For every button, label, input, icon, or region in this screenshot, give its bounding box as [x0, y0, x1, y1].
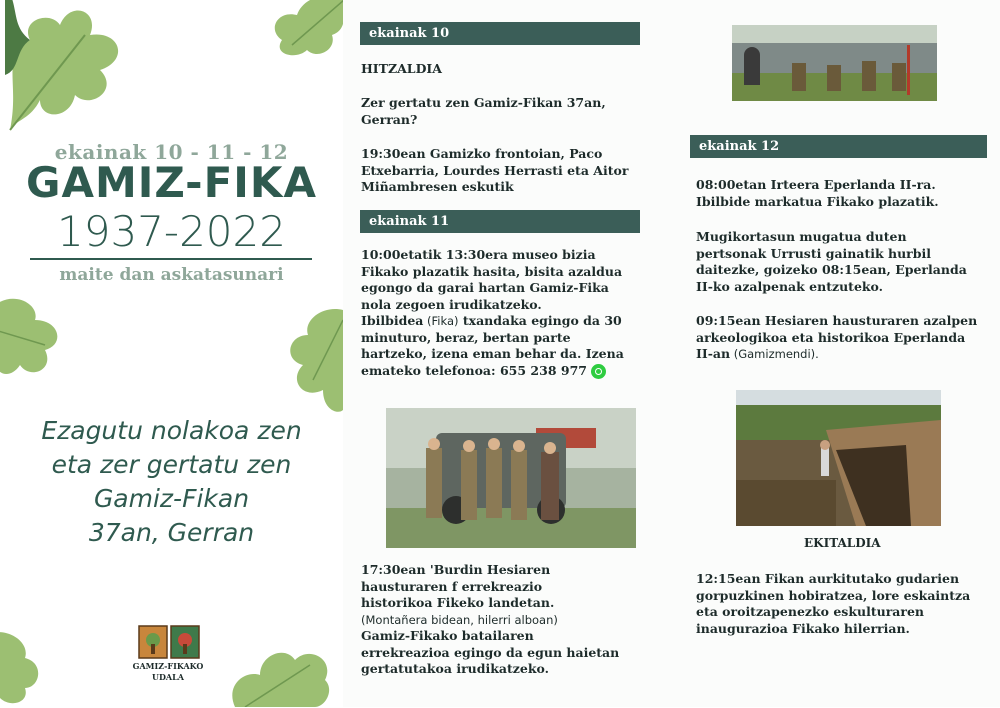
oak-leaf-icon: [262, 0, 344, 60]
text-line: 09:15ean Hesiaren hausturaren azalpen: [696, 313, 978, 328]
text-line: Ibilbide markatua Fikako plazatik.: [696, 193, 939, 209]
text-line: [361, 313, 666, 330]
reenactment-text: [361, 562, 666, 678]
photo-soldiers-vehicle: [386, 408, 636, 548]
text-line: Gamiz-Fikako batailaren: [361, 628, 534, 643]
text-line: pertsonak Urrusti gainatik hurbil: [696, 245, 932, 261]
cover-panel: [0, 0, 343, 707]
day-header-10: ekainak 10: [360, 22, 640, 45]
section-title-ekitaldia: EKITALDIA: [804, 536, 881, 550]
talk-question: [361, 95, 661, 128]
title-divider: [30, 258, 312, 260]
ceremony-text: [696, 571, 996, 637]
departure-text: [696, 177, 996, 210]
logo-caption: [118, 661, 218, 683]
museum-text: [361, 247, 666, 379]
text-line: historikoa Fikeko landetan.: [361, 595, 555, 610]
phone-text: emateko telefonoa: 655 238 977: [361, 362, 587, 378]
logo-line: UDALA: [152, 672, 184, 682]
day-header-11: ekainak 11: [360, 210, 640, 233]
section-title-hitzaldia: HITZALDIA: [361, 61, 442, 76]
text-span: (Gamizmendi).: [730, 347, 819, 361]
title-years: 1937-2022: [57, 207, 286, 256]
text-line: egongo da garai hartan Gamiz-Fika: [361, 280, 609, 295]
text-span: II-an: [696, 346, 731, 361]
photo-battle-reenactment: [732, 25, 937, 101]
event-dates: ekainak 10 - 11 - 12: [54, 140, 289, 164]
text-line: errekreazioa egingo da egun haietan: [361, 644, 620, 660]
day-header-12: ekainak 12: [690, 135, 987, 158]
intro-line: Gamiz-Fikan: [93, 484, 250, 513]
text-line: Miñambresen eskutik: [361, 179, 514, 194]
text-line: [696, 346, 996, 363]
intro-line: eta zer gertatu zen: [51, 450, 292, 479]
text-line: 12:15ean Fikan aurkitutako gudarien: [696, 571, 960, 586]
text-line: daitezke, goizeko 08:15ean, Eperlanda: [696, 262, 967, 277]
text-line: hartzeko, izena eman behar da. Izena: [361, 346, 624, 361]
photo-trench: [736, 390, 941, 526]
text-line: eta oroitzapenezko eskulturaren: [696, 604, 925, 619]
text-line: minuturo, beraz, bertan parte: [361, 329, 571, 345]
oak-leaf-icon: [283, 300, 343, 420]
text-line: inaugurazioa Fikako hilerrian.: [696, 620, 910, 636]
text-line: Zer gertatu zen Gamiz-Fikan 37an,: [361, 95, 606, 110]
page-title: GAMIZ-FIKA: [26, 158, 317, 207]
mobility-text: [696, 229, 996, 295]
text-line: 19:30ean Gamizko frontoian, Paco: [361, 146, 603, 161]
text-line: Mugikortasun mugatua duten: [696, 229, 907, 244]
title-subtitle: maite dan askatasunari: [59, 265, 284, 285]
text-line: Gerran?: [361, 111, 418, 127]
intro-line: 37an, Gerran: [88, 518, 255, 547]
text-line: Fikako plazatik hasita, bisita azaldua: [361, 263, 623, 279]
archaeology-text: [696, 313, 996, 363]
oak-leaf-icon: [0, 290, 65, 380]
text-line: II-ko azalpenak entzuteko.: [696, 278, 884, 294]
text-span: txandaka egingo da 30: [458, 313, 622, 328]
program-panel-middle: [343, 0, 673, 707]
intro-text: [0, 414, 343, 550]
town-logo-icon: [137, 622, 201, 662]
logo-line: GAMIZ-FIKAKO: [132, 661, 204, 671]
text-line: [361, 363, 666, 380]
text-span: (Fika): [423, 314, 459, 328]
whatsapp-icon: [591, 364, 606, 379]
text-line: gertatutakoa irudikatzeko.: [361, 661, 549, 676]
program-panel-right: [673, 0, 1000, 707]
talk-detail: [361, 146, 661, 196]
text-line: 17:30ean 'Burdin Hesiaren: [361, 562, 551, 577]
oak-leaf-icon: [225, 640, 335, 707]
oak-leaf-icon: [0, 0, 60, 75]
text-line: arkeologikoa eta historikoa Eperlanda: [696, 329, 966, 345]
text-line: nola zegoen irudikatzeko.: [361, 296, 542, 312]
text-line: Etxebarria, Lourdes Herrasti eta Aitor: [361, 162, 629, 178]
text-line: hausturaren f errekreazio: [361, 578, 543, 594]
text-line: 08:00etan Irteera Eperlanda II-ra.: [696, 177, 936, 192]
text-line: (Montañera bidean, hilerri alboan): [361, 612, 558, 627]
intro-line: Ezagutu nolakoa zen: [41, 416, 302, 445]
text-span: Ibilbidea: [361, 313, 424, 328]
text-line: 10:00etatik 13:30era museo bizia: [361, 247, 596, 262]
oak-leaf-icon: [0, 628, 45, 708]
text-line: gorpuzkinen hobiratzea, lore eskaintza: [696, 587, 971, 603]
